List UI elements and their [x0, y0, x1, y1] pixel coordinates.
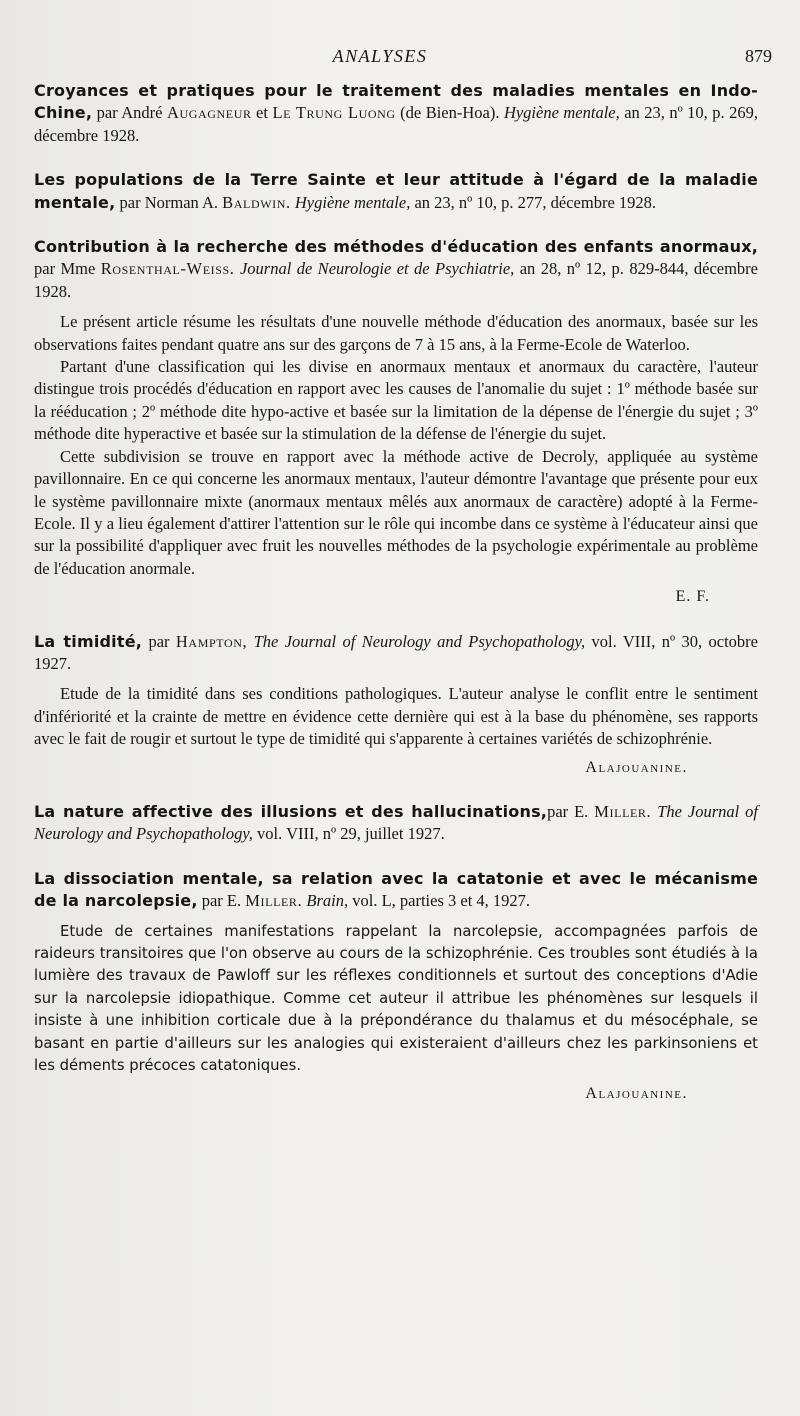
- entry-reference: vol. L, parties 3 et 4, 1927.: [348, 891, 531, 911]
- entry-coauthor: Le Trung Luong: [272, 103, 396, 123]
- entry-author: Miller.: [245, 891, 303, 911]
- entry-reference: vol. VIII, nº 29, juillet 1927.: [252, 824, 445, 844]
- entry-title: Les populations de la Terre Sainte et leur attitude à l'égard de la maladie mentale,: [34, 170, 758, 212]
- entry-author: Miller.: [594, 801, 652, 821]
- abstract-paragraph: Etude de la timidité dans ses conditions pathologiques. L'auteur analyse le conflit entre le sentiment d'infériorité et la crainte de mettre en évidence cette dernière qui est à la base du phénomène, ses rapports avec le fait de rougir et surtout le type de timidité qui s'apparente à certaines variétés de schizophrénie.: [34, 684, 758, 749]
- entry-journal: The Journal of Neurology and Psychopathology,: [34, 801, 759, 844]
- abstract-paragraph: Partant d'une classification qui les divise en anormaux mentaux et anormaux du caractère, l'auteur distingue trois procédés d'éducation en rapport avec les causes de l'anomalie du sujet : 1º méthode basée sur la rééducation ; 2º méthode dite hypo-active et basée sur la limitation de la dépense de l'énergie du sujet ; 3º méthode dite hyperactive et basée sur la stimulation de la défense de l'énergie du sujet.: [34, 357, 758, 444]
- abstract-paragraph: Etude de certaines manifestations rappelant la narcolepsie, accompagnées parfois de raideurs transitoires que l'on observe au cours de la schizophrénie. Ces troubles sont étudiés à la lumière des travaux de Pawloff sur les réflexes conditionnels et surtout des conceptions d'Adie sur la narcolepsie idiopathique. Comme cet auteur il attribue les phénomènes sur lesquels il insiste à une inhibition corticale due à la prépondérance du thalamus et du mésocéphale, se basant en partie d'ailleurs sur les analogies qui existeraient d'ailleurs chez les parkinsoniens et les déments précoces catatoniques.: [34, 922, 758, 1075]
- page-number: 879: [745, 46, 772, 66]
- entry-citation: La dissociation mentale, sa relation avec la catatonie et avec le mécanisme de la narcolepsie, par E. Miller. Brain, vol. L, parties 3 et 4, 1927.: [34, 868, 758, 911]
- review-entry: [34, 236, 758, 609]
- entry-title: La dissociation mentale, sa relation avec la catatonie et avec le mécanisme de la narcolepsie,: [34, 868, 758, 911]
- entry-title: Croyances et pratiques pour le traitement des maladies mentales en Indo-Chine,: [34, 81, 758, 123]
- entry-citation: Contribution à la recherche des méthodes d'éducation des enfants anormaux, par Mme Rosenthal-Weiss. Journal de Neurologie et de Psychiatrie, an 28, nº 12, p. 829-844, décembre 1928.: [34, 237, 758, 301]
- reviewer-signature: Alajouanine.: [585, 1085, 688, 1103]
- entry-journal: Hygiène mentale,: [290, 192, 411, 212]
- entry-abstract: [34, 921, 758, 1078]
- page-header: [0, 46, 800, 70]
- entry-citation: La nature affective des illusions et des hallucinations,par E. Miller. The Journal of Neurology and Psychopathology, vol. VIII, nº 29, juillet 1927.: [34, 801, 759, 844]
- entry-reference: an 23, nº 10, p. 269, décembre 1928.: [34, 103, 758, 145]
- entry-abstract: [34, 683, 758, 750]
- review-entry: [34, 169, 758, 214]
- entry-journal: Journal de Neurologie et de Psychiatrie,: [234, 259, 515, 279]
- running-title: ANALYSES: [332, 46, 428, 66]
- entry-title: La timidité,: [34, 631, 143, 651]
- reviewer-signature: E. F.: [675, 588, 710, 606]
- entry-author: Rosenthal-Weiss.: [100, 259, 235, 279]
- entry-author: Hampton,: [175, 631, 248, 651]
- reviewer-signature: Alajouanine.: [585, 758, 688, 776]
- entry-journal: Hygiène mentale,: [503, 103, 620, 123]
- review-entry: [34, 631, 758, 779]
- entry-journal: The Journal of Neurology and Psychopathology,: [247, 631, 586, 651]
- entry-title: Contribution à la recherche des méthodes d'éducation des enfants anormaux,: [34, 237, 758, 257]
- entry-citation: Croyances et pratiques pour le traitement des maladies mentales en Indo-Chine, par André Augagneur et Le Trung Luong (de Bien-Hoa). Hygiène mentale, an 23, nº 10, p. 269, décembre 1928.: [34, 81, 758, 145]
- entry-journal: Brain,: [302, 891, 349, 911]
- review-entry: [34, 868, 758, 1106]
- entry-title: La nature affective des illusions et des hallucinations,: [34, 801, 548, 821]
- entry-citation: Les populations de la Terre Sainte et leur attitude à l'égard de la maladie mentale, par Norman A. Baldwin. Hygiène mentale, an 23, nº 10, p. 277, décembre 1928.: [34, 170, 758, 212]
- page-content: [34, 80, 758, 1128]
- entry-reference: vol. VIII, nº 30, octobre 1927.: [34, 631, 758, 673]
- entry-author: Baldwin.: [222, 192, 291, 212]
- entry-reference: an 23, nº 10, p. 277, décembre 1928.: [410, 192, 657, 212]
- abstract-paragraph: Cette subdivision se trouve en rapport avec la méthode active de Decroly, appliquée au système pavillonnaire. En ce qui concerne les anormaux mentaux, l'auteur démontre l'avantage que présente pour eux le système pavillonnaire mixte (anormaux mentaux mêlés aux anormaux de caractère) adopté à la Ferme-Ecole. Il y a lieu également d'attirer l'attention sur le rôle qui incombe dans ce système à l'éducateur ainsi que sur la possibilité d'appliquer avec fruit les nouvelles méthodes de la psychologie expérimentale au problème de l'éducation anormale.: [34, 446, 758, 578]
- abstract-paragraph: Le présent article résume les résultats d'une nouvelle méthode d'éducation des anormaux, basée sur les observations faites pendant quatre ans sur des garçons de 7 à 15 ans, à la Ferme-Ecole de Waterloo.: [34, 312, 758, 354]
- entry-abstract: [34, 311, 758, 580]
- review-entry: [34, 801, 758, 846]
- review-entry: [34, 80, 758, 147]
- entry-author: Augagneur: [166, 103, 252, 123]
- entry-citation: La timidité, par Hampton, The Journal of Neurology and Psychopathology, vol. VIII, nº 30, octobre 1927.: [34, 631, 758, 673]
- entry-reference: an 28, nº 12, p. 829-844, décembre 1928.: [34, 259, 758, 301]
